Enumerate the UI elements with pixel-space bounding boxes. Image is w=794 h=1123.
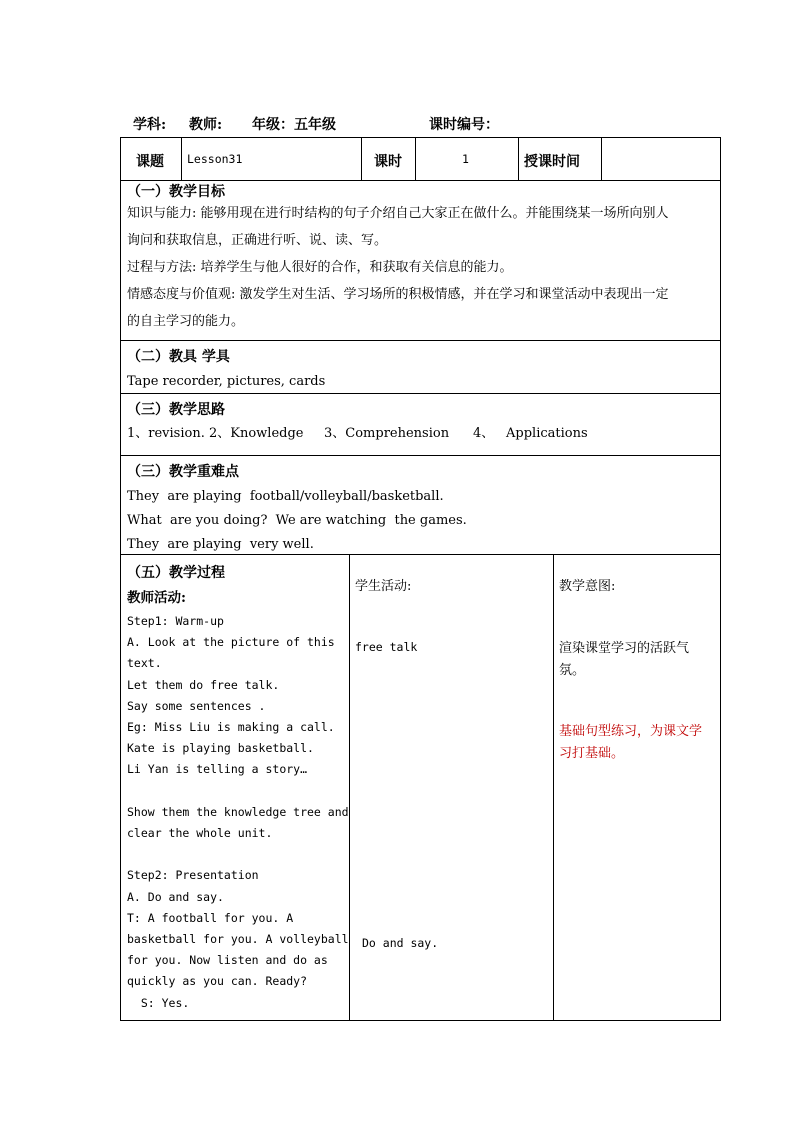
teacher-activity-label: 教师活动: [127,590,186,606]
lesson-number-label: 课时编号： [429,117,499,133]
teacher-activity-lines [127,611,349,1014]
teacher-activity-cell [121,555,349,1020]
tools-title: （二）教具 学具 [127,349,230,365]
lesson-plan-table [120,137,721,1021]
approach-title: （三）教学思路 [127,402,225,418]
tools-section [121,341,720,394]
key-points-section [121,456,720,555]
topic-label-cell [121,138,181,180]
objectives-line: 的自主学习的能力。 [127,314,245,329]
objectives-line: 情感态度与价值观: 激发学生对生活、学习场所的积极情感，并在学习和课堂活动中表现出一定 [127,287,669,302]
teacher-activity-line: S: Yes. [127,995,190,1010]
approach-section [121,394,720,456]
approach-item: Applications [506,426,588,441]
teaching-intent-line: 氛。 [559,663,586,678]
teacher-activity-line: Li Yan is telling a story… [127,762,308,777]
teaching-intent-red-line: 基础句型练习，为课文学 [559,724,703,739]
teacher-label: 教师: [189,117,223,133]
approach-item: 2、Knowledge [209,426,304,441]
teacher-activity-line [127,781,349,802]
teacher-activity-line: for you. Now listen and do as [127,953,328,968]
key-points-line: What are you doing? We are watching the games. [127,513,467,528]
process-section [121,555,720,1020]
teacher-activity-line: A. Look at the picture of this [127,635,335,650]
teacher-activity-line [127,844,349,865]
title-row [121,138,720,181]
teacher-activity-line: basketball for you. A volleyball [127,932,349,947]
approach-item: 4、 [473,426,495,441]
approach-item: 3、Comprehension [324,426,450,441]
objectives-line: 询问和获取信息，正确进行听、说、读、写。 [127,233,388,248]
process-title: （五）教学过程 [127,565,225,581]
time-label: 授课时间 [524,154,580,170]
topic-value-cell [181,138,361,180]
teaching-intent-cell [553,555,720,1020]
teacher-activity-line: Show them the knowledge tree and [127,804,349,819]
key-points-line: They are playing football/volleyball/basketball. [127,489,444,504]
student-activity-do-and-say: Do and say. [362,936,439,950]
teacher-activity-line: Step2: Presentation [127,868,259,883]
teacher-activity-line: A. Do and say. [127,889,224,904]
period-label-cell [361,138,415,180]
teacher-activity-line: Eg: Miss Liu is making a call. [127,720,335,735]
teacher-activity-line: Let them do free talk. [127,677,280,692]
objectives-section [121,181,720,341]
grade-label: 年级：五年级 [252,117,336,133]
student-activity-label: 学生活动: [355,579,412,594]
period-value-cell [415,138,518,180]
topic-value: Lesson31 [187,152,243,166]
teacher-activity-line: quickly as you can. Ready? [127,974,308,989]
teacher-activity-line: Step1: Warm-up [127,614,224,628]
teacher-activity-line: Say some sentences . [127,698,266,713]
teacher-activity-line: T: A football for you. A [127,910,294,925]
teaching-intent-line: 渲染课堂学习的活跃气 [559,641,690,656]
period-value: 1 [462,152,469,166]
objectives-title: （一）教学目标 [127,184,225,200]
time-value-cell [601,138,720,180]
key-points-title: （三）教学重难点 [127,464,239,480]
approach-item: 1、revision. [127,426,205,441]
subject-label: 学科: [133,117,167,133]
period-label: 课时 [374,154,402,170]
time-label-cell [518,138,601,180]
tools-text: Tape recorder, pictures, cards [127,374,326,389]
teacher-activity-line: text. [127,656,162,671]
topic-label: 课题 [136,154,164,170]
teaching-intent-red-text [559,721,702,765]
objectives-line: 知识与能力: 能够用现在进行时结构的句子介绍自己大家正在做什么。并能围绕某一场所向别人 [127,206,669,221]
teacher-activity-line: clear the whole unit. [127,826,273,841]
objectives-line: 过程与方法: 培养学生与他人很好的合作，和获取有关信息的能力。 [127,260,513,275]
teaching-intent-red-line: 习打基础。 [559,746,625,761]
key-points-line: They are playing very well. [127,537,314,552]
teaching-intent-label: 教学意图: [559,579,616,594]
teacher-activity-line: Kate is playing basketball. [127,741,314,756]
student-activity-free-talk: free talk [355,640,418,654]
teaching-intent-text [559,638,689,682]
student-activity-cell [349,555,553,1020]
